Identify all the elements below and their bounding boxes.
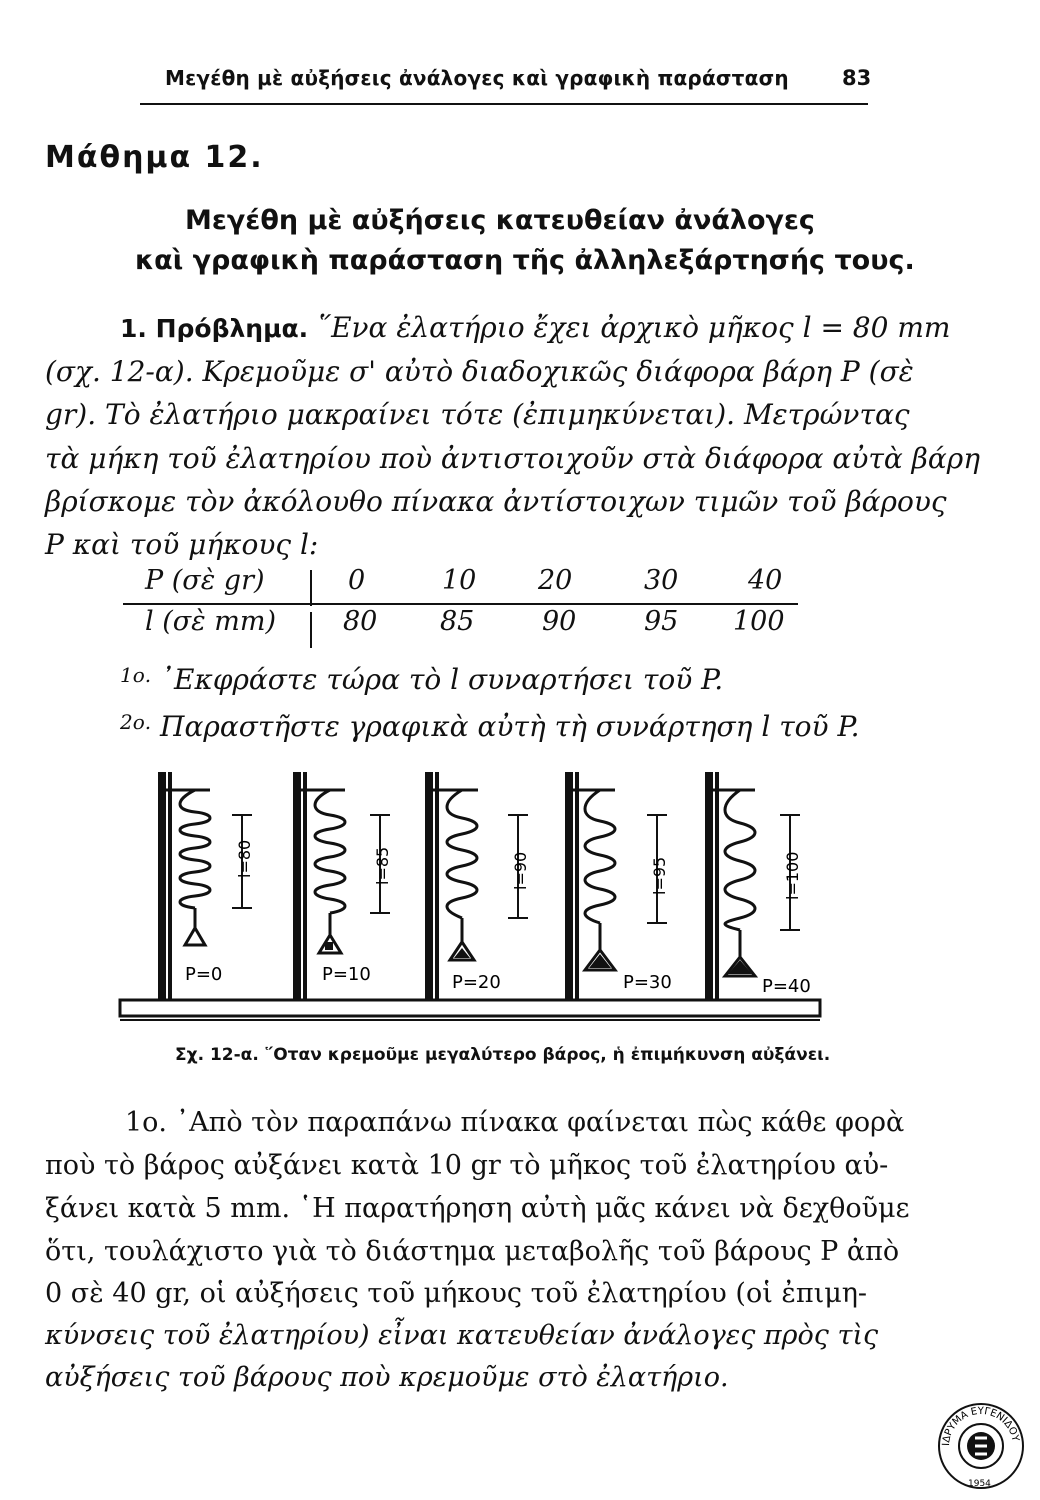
table-row2-label: l (σὲ mm) bbox=[145, 606, 276, 637]
weight-label: P=30 bbox=[623, 972, 672, 993]
table-cell: 85 bbox=[440, 606, 475, 637]
stamp-year: 1954 bbox=[968, 1479, 991, 1489]
problem-line-5: βρίσκομε τὸν ἀκόλουθο πίνακα ἀντίστοιχων τιμῶν τοῦ βάρους bbox=[45, 485, 947, 518]
table-cell: 40 bbox=[748, 565, 783, 596]
table-cell: 10 bbox=[442, 565, 477, 596]
spring-stand-1 bbox=[158, 772, 254, 1000]
problem-text-1: ῞Ενα ἐλατήριο ἔχει ἀρχικὸ μῆκος l = 80 mm bbox=[317, 311, 951, 344]
answer-line-6: κύνσεις τοῦ ἐλατηρίου) εἶναι κατευθείαν ἀνάλογες πρὸς τὶς bbox=[45, 1320, 879, 1351]
spring-stand-3 bbox=[425, 772, 530, 1000]
table-cell: 30 bbox=[644, 565, 679, 596]
title-line-2: καὶ γραφικὴ παράσταση τῆς ἀλληλεξάρτησής τους. bbox=[135, 245, 915, 276]
table-cell: 80 bbox=[343, 606, 378, 637]
weight-label: P=40 bbox=[762, 976, 811, 997]
lesson-heading: Μάθημα 12. bbox=[45, 140, 264, 175]
stand-post bbox=[425, 772, 433, 1000]
answer-line-7: αὐξήσεις τοῦ βάρους ποὺ κρεμοῦμε στὸ ἐλατήριο. bbox=[45, 1362, 729, 1393]
length-label: l=90 bbox=[511, 851, 530, 890]
length-label: l=85 bbox=[373, 846, 392, 885]
spring-stand-2 bbox=[293, 772, 392, 1000]
stamp-text: ΙΔΡΥΜΑ ΕΥΓΕΝΙΔΟΥ bbox=[940, 1405, 1021, 1447]
question-2-number: 2ο. bbox=[120, 710, 152, 734]
problem-line-6: P καὶ τοῦ μήκους l: bbox=[45, 528, 319, 561]
stand-post bbox=[168, 772, 172, 1000]
answer-line-1: 1ο. ᾿Απὸ τὸν παραπάνω πίνακα φαίνεται πὼς κάθε φορὰ bbox=[125, 1107, 905, 1138]
figure-caption: Σχ. 12-α. ῞Οταν κρεμοῦμε μεγαλύτερο βάρος, ἡ ἐπιμήκυνση αὐξάνει. bbox=[175, 1045, 831, 1065]
length-label: l=95 bbox=[650, 856, 669, 895]
stand-post bbox=[565, 772, 573, 1000]
table-cell: 90 bbox=[542, 606, 577, 637]
table-row1-label: P (σὲ gr) bbox=[145, 565, 265, 596]
spring-coil bbox=[585, 790, 615, 923]
length-label: l=100 bbox=[783, 851, 802, 900]
spring-coil bbox=[180, 790, 210, 908]
question-2 bbox=[120, 710, 860, 743]
stand-post bbox=[303, 772, 307, 1000]
table-divider-1 bbox=[310, 570, 312, 606]
weight-label: P=20 bbox=[452, 972, 501, 993]
table-divider-2 bbox=[310, 612, 312, 648]
question-1 bbox=[120, 663, 723, 696]
title-line-1: Μεγέθη μὲ αὐξήσεις κατευθείαν ἀνάλογες bbox=[185, 205, 815, 236]
answer-line-3: ξάνει κατὰ 5 mm. ῾Η παρατήρηση αὐτὴ μᾶς κάνει νὰ δεχθοῦμε bbox=[45, 1193, 910, 1224]
base-board bbox=[120, 1000, 820, 1016]
stand-post bbox=[705, 772, 713, 1000]
running-header: Μεγέθη μὲ αὐξήσεις ἀνάλογες καὶ γραφικὴ παράσταση bbox=[165, 66, 789, 90]
stand-post bbox=[715, 772, 719, 1000]
table-cell: 0 bbox=[348, 565, 366, 596]
spring-coil bbox=[315, 790, 345, 913]
problem-line-2: (σχ. 12-α). Κρεμοῦμε σ' αὐτὸ διαδοχικῶς διάφορα βάρη P (σὲ bbox=[45, 355, 914, 388]
answer-line-5: 0 σὲ 40 gr, οἱ αὐξήσεις τοῦ μήκους τοῦ ἐλατηρίου (οἱ ἐπιμη- bbox=[45, 1278, 868, 1309]
table-cell: 95 bbox=[644, 606, 679, 637]
weight-label: P=10 bbox=[322, 964, 371, 985]
weight-block bbox=[325, 942, 333, 950]
spring-stand-5 bbox=[705, 772, 811, 1000]
table-cell: 20 bbox=[538, 565, 573, 596]
question-1-number: 1ο. bbox=[120, 663, 152, 687]
weight-label: P=0 bbox=[185, 964, 223, 985]
springs-figure bbox=[100, 760, 860, 1035]
problem-line-4: τὰ μήκη τοῦ ἐλατηρίου ποὺ ἀντιστοιχοῦν στὰ διάφορα αὐτὰ βάρη bbox=[45, 442, 980, 475]
weight-pan bbox=[185, 928, 205, 945]
spring-coil bbox=[447, 790, 477, 918]
spring-stand-4 bbox=[565, 772, 672, 1000]
answer-line-2: ποὺ τὸ βάρος αὐξάνει κατὰ 10 gr τὸ μῆκος τοῦ ἐλατηρίου αὐ- bbox=[45, 1150, 889, 1181]
page-number: 83 bbox=[842, 66, 872, 90]
problem-line-1 bbox=[120, 311, 950, 344]
question-2-text: Παραστῆστε γραφικὰ αὐτὴ τὴ συνάρτηση l τοῦ P. bbox=[160, 710, 860, 743]
stand-post bbox=[293, 772, 301, 1000]
header-rule bbox=[140, 103, 868, 105]
publisher-stamp bbox=[935, 1400, 1027, 1492]
table-cell: 100 bbox=[733, 606, 785, 637]
spring-coil bbox=[725, 790, 755, 930]
table-rule bbox=[123, 603, 798, 605]
question-1-text: ᾿Εκφράστε τώρα τὸ l συναρτήσει τοῦ P. bbox=[160, 663, 724, 696]
problem-label: 1. Πρόβλημα. bbox=[120, 314, 309, 343]
stand-post bbox=[575, 772, 579, 1000]
problem-line-3: gr). Τὸ ἐλατήριο μακραίνει τότε (ἐπιμηκύνεται). Μετρώντας bbox=[45, 398, 910, 431]
stand-post bbox=[435, 772, 439, 1000]
stand-post bbox=[158, 772, 166, 1000]
answer-line-4: ὅτι, τουλάχιστο γιὰ τὸ διάστημα μεταβολῆς τοῦ βάρους P ἀπὸ bbox=[45, 1236, 900, 1267]
length-label: l=80 bbox=[235, 839, 254, 878]
